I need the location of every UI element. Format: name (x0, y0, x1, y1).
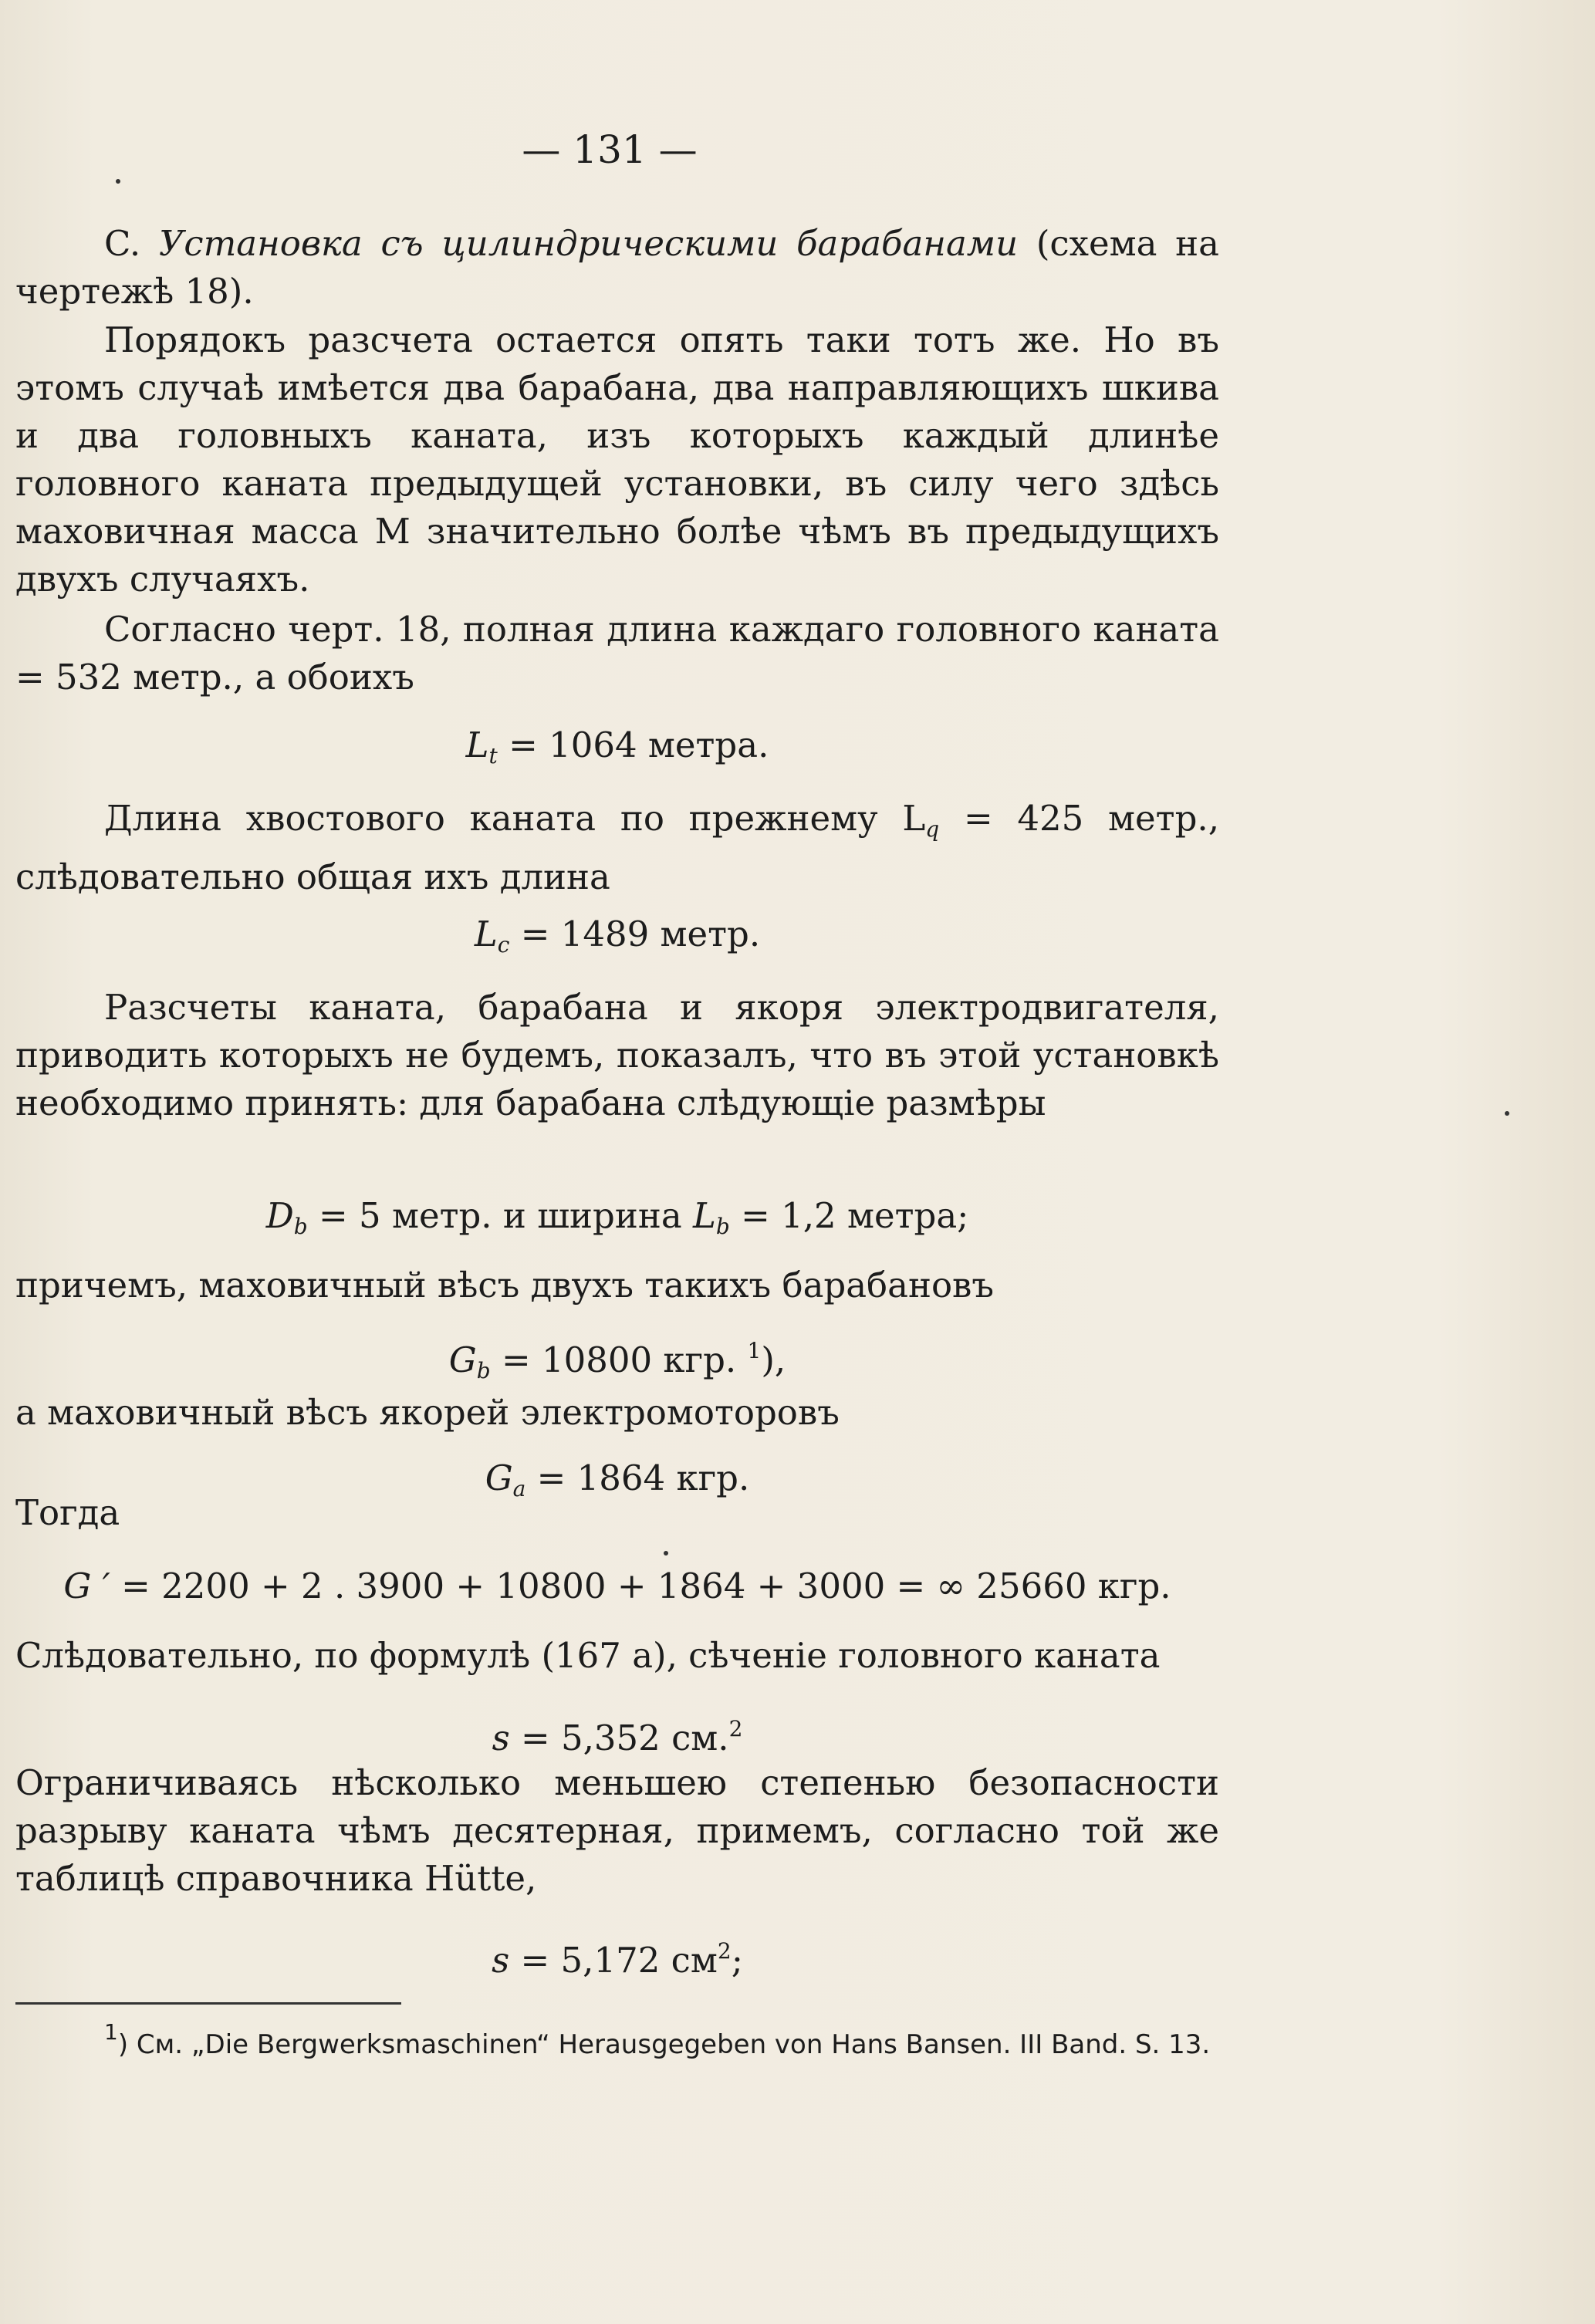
eq-rest: = 1,2 метра; (729, 1195, 969, 1236)
section-letter: C. (104, 223, 141, 264)
eq-sub-2: b (715, 1214, 730, 1239)
eq-sup: 2 (728, 1716, 743, 1741)
para3-text: Длина хвостового каната по прежнему L (104, 798, 926, 839)
equation-gprime (15, 1562, 1219, 1610)
equation-db (15, 1192, 1219, 1251)
section-heading (15, 220, 1219, 316)
paragraph-2: Согласно черт. 18, полная длина каждаго головного каната = 532 метр., а обоихъ (15, 609, 1219, 698)
eq-tail: ; (731, 1940, 743, 1981)
eq-var: L (465, 725, 489, 765)
paragraph-8: Слѣдовательно, по формулѣ (167 а), сѣченіе головного каната (15, 1635, 1161, 1676)
equation-lc (15, 910, 1219, 969)
eq-var: G (485, 1458, 513, 1498)
equation-s2 (15, 1927, 1219, 1985)
eq-rest: = 1064 метра. (497, 725, 769, 765)
eq-rest: = 5,172 см (509, 1940, 718, 1981)
eq-sub: b (293, 1214, 308, 1239)
eq-sup: 2 (717, 1938, 732, 1964)
equation-s1 (15, 1705, 1219, 1762)
eq-var: s (492, 1940, 510, 1981)
eq-tail: ), (761, 1339, 786, 1380)
paragraph-9: Ограничиваясь нѣсколько меньшею степенью безопасности разрыву каната чѣмъ десятерная, примемъ, согласно той же таблицѣ справочника Hütte, (15, 1762, 1219, 1899)
eq-rest: = 5,352 см. (509, 1718, 729, 1758)
eq-var: D (265, 1195, 294, 1236)
eq-var: s (492, 1718, 510, 1758)
paragraph-4: Разсчеты каната, барабана и якоря электродвигателя, приводить которыхъ не будемъ, показалъ, что въ этой установкѣ необходимо принять: для барабана слѣдующіе размѣры (15, 987, 1219, 1123)
equation-gb (15, 1327, 1219, 1395)
eq-rest: = 1489 метр. (509, 914, 761, 954)
paragraph-3 (15, 795, 1219, 901)
para3-rest: = 425 метр., слѣдовательно общая ихъ длина (15, 798, 1219, 897)
para3-sub: q (925, 816, 940, 842)
paragraph-7: Тогда (15, 1492, 120, 1533)
eq-rest: = 1864 кгр. (525, 1458, 750, 1498)
equation-lt (15, 721, 1219, 780)
eq-sub: a (512, 1476, 526, 1501)
footnote-mark: 1 (104, 2019, 118, 2045)
paragraph-1: Порядокъ разсчета остается опять таки тотъ же. Но въ этомъ случаѣ имѣется два барабана, два направляющихъ шкива и два головныхъ каната, изъ которыхъ каждый длинѣе головного каната предыдущей установки, въ силу чего здѣсь маховичная масса M значительно болѣе чѣмъ въ предыдущихъ двухъ случаяхъ. (15, 319, 1219, 600)
section-title: Установка съ цилиндрическими барабанами (158, 223, 1019, 264)
page-number: — 131 — (522, 127, 698, 172)
footnote-text: ) См. „Die Bergwerksmaschinen“ Herausgegeben von Hans Bansen. III Band. S. 13. (117, 2029, 1211, 2060)
eq-mid: = 5 метр. и ширина (307, 1195, 693, 1236)
footnote-ref: 1 (747, 1338, 762, 1363)
paragraph-6: а маховичный вѣсъ якорей электромоторовъ (15, 1392, 840, 1433)
print-speck (664, 1551, 668, 1556)
footnote (15, 2014, 1219, 2063)
footnote-divider (15, 2002, 401, 2005)
eq-var: G (448, 1339, 477, 1380)
section-title-suffix: (схема на чертежѣ 18). (15, 223, 1219, 312)
eq-sub: c (497, 932, 510, 958)
eq-sub: t (488, 743, 498, 768)
eq-var: L (474, 914, 498, 954)
eq-var-2: L (692, 1195, 716, 1236)
eq-sub: b (476, 1358, 491, 1383)
paragraph-5: причемъ, маховичный вѣсъ двухъ такихъ барабановъ (15, 1265, 995, 1306)
print-speck (116, 179, 120, 184)
eq-rest: = 10800 кгр. (490, 1339, 748, 1380)
eq-var: G ′ (63, 1566, 110, 1606)
print-speck (1505, 1111, 1509, 1116)
eq-rest: = 2200 + 2 . 3900 + 10800 + 1864 + 3000 = ∞ 25660 кгр. (110, 1566, 1171, 1606)
